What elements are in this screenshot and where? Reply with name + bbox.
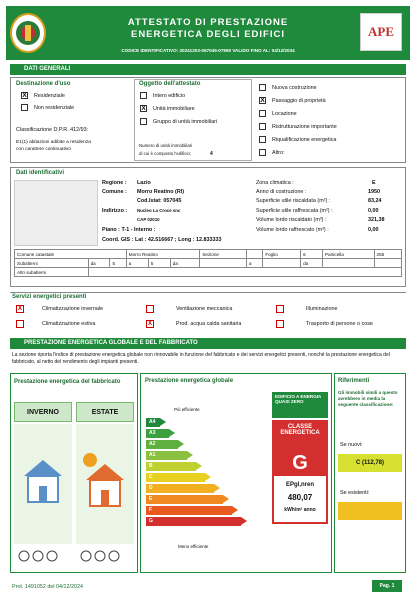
regione-label: Regione : xyxy=(102,180,127,186)
servizi-title: Servizi energetici presenti xyxy=(12,294,87,300)
foglio-label: Foglio xyxy=(263,250,301,259)
dati-identificativi-title: Dati identificativi xyxy=(16,170,65,176)
clim-estiva-label: Climatizzazione estiva xyxy=(42,321,96,327)
non-residenziale-label: Non residenziale xyxy=(34,105,75,111)
sub-da-value: 5 xyxy=(110,259,126,268)
zona-value: E xyxy=(372,180,376,186)
unita-immobiliare-checkbox[interactable]: X xyxy=(141,105,146,112)
sup-risc-value: 83,24 xyxy=(368,198,382,204)
piano-value: Piano : T-1 - Interno : xyxy=(102,227,156,233)
energy-class-a3: A3 xyxy=(146,429,169,438)
sup-raff-label: Superficie utile raffrescata (m²) : xyxy=(256,208,333,214)
section-dati-generali: DATI GENERALI xyxy=(10,64,406,75)
non-residenziale-checkbox[interactable] xyxy=(21,104,28,111)
se-esistenti-label: Se esistenti: xyxy=(340,490,370,496)
locazione-label: Locazione xyxy=(272,111,297,117)
anno-value: 1950 xyxy=(368,189,380,195)
classificazione-label: Classificazione D.P.R. 412/93: xyxy=(16,127,89,133)
intero-edificio-label: Intero edificio xyxy=(153,93,186,99)
energy-class-b: B xyxy=(146,462,196,471)
illuminazione-label: Illuminazione xyxy=(306,306,338,312)
ventilazione-checkbox[interactable] xyxy=(146,305,154,313)
section-prestazione: PRESTAZIONE ENERGETICA GLOBALE E DEL FABBRICATO xyxy=(10,338,406,349)
protocollo: Prot. 1491052 del 04/12/2024 xyxy=(12,584,84,590)
energy-class-f: F xyxy=(146,506,232,515)
prestazione-description: La sezione riporta l'indice di prestazione energetica globale non rinnovabile in funzione del fabbricato e dei servizi energetici presenti, nonché la prestazione energetica del fabbricato, al netto del rendimento degli impianti presenti. xyxy=(12,352,390,365)
ape-logo-icon: APE xyxy=(360,13,402,51)
globale-title: Prestazione energetica globale xyxy=(145,378,234,384)
unita-immobiliare-label: Unità immobiliare xyxy=(153,106,195,112)
acqua-calda-checkbox[interactable]: X xyxy=(147,321,152,327)
indirizzo-value: Nucleo La Croce snc xyxy=(137,208,181,213)
intero-edificio-checkbox[interactable] xyxy=(140,92,147,99)
altro-label: Altro: xyxy=(272,150,285,156)
ristrutturazione-label: Ristrutturazione importante xyxy=(272,124,337,130)
nuova-costruzione-checkbox[interactable] xyxy=(259,84,266,91)
energy-class-d: D xyxy=(146,484,214,493)
smiley-rating xyxy=(16,549,132,563)
subalterni-label: Subalterni xyxy=(15,259,89,268)
comune-label: Comune : xyxy=(102,189,127,195)
region-seal-icon xyxy=(10,13,46,53)
zona-label: Zona climatica : xyxy=(256,180,294,186)
inverno-house-icon xyxy=(14,424,72,544)
comune-catastale-value: Morro Reatino xyxy=(126,250,200,259)
title-line1: ATTESTATO DI PRESTAZIONE xyxy=(127,17,289,28)
epgl-label: EPgl,nren xyxy=(285,482,314,488)
ristrutturazione-checkbox[interactable] xyxy=(259,123,266,130)
da-label2: da xyxy=(170,259,200,268)
classe-box xyxy=(272,420,328,524)
riferimenti-title: Riferimenti xyxy=(338,378,370,384)
se-nuovi-label: Se nuovi: xyxy=(340,442,363,448)
page-number: Pag. 1 xyxy=(372,580,402,592)
classe-label: CLASSE ENERGETICA xyxy=(274,422,326,450)
clim-estiva-checkbox[interactable] xyxy=(16,320,24,328)
a-label2: a xyxy=(247,259,263,268)
cap-value: CAP 02010 xyxy=(137,217,160,222)
nuova-costruzione-label: Nuova costruzione xyxy=(272,85,317,91)
foglio-value: 6 xyxy=(301,250,323,259)
title-line2: ENERGETICA DEGLI EDIFICI xyxy=(130,29,286,40)
comune-value: Morro Reatino (RI) xyxy=(137,189,185,195)
numero-unita-value: 4 xyxy=(210,151,213,157)
particella-value: 255 xyxy=(374,250,401,259)
gruppo-unita-checkbox[interactable] xyxy=(140,118,147,125)
vol-raff-value: 0,00 xyxy=(368,227,379,233)
riferimenti-description: Gli immobili simili a questo avrebbero in media la seguente classificazione: xyxy=(338,390,398,407)
classe-value: G xyxy=(274,450,326,476)
energy-class-g: G xyxy=(146,517,241,526)
sup-raff-value: 0,00 xyxy=(368,208,379,214)
se-esistenti-value xyxy=(338,502,402,520)
numero-unita-label1: Numero di unità immobiliari xyxy=(139,143,193,148)
epgl-unit: kWh/m² anno xyxy=(284,507,316,513)
vol-risc-label: Volume lordo riscaldato (m³) : xyxy=(256,217,327,223)
estate-house-icon xyxy=(76,424,134,544)
epgl-value: 480,07 xyxy=(287,493,313,502)
anno-label: Anno di costruzione : xyxy=(256,189,307,195)
energy-class-a2: A2 xyxy=(146,440,178,449)
a-label: a xyxy=(126,259,148,268)
energy-class-e: E xyxy=(146,495,223,504)
inverno-label: INVERNO xyxy=(14,402,72,422)
vol-risc-value: 321,38 xyxy=(368,217,385,223)
coord-gis: Coord. GIS : Lat : 42.516667 ; Long : 12.833333 xyxy=(102,237,222,243)
meno-efficiente-label: Meno efficiente xyxy=(178,544,209,549)
header-banner xyxy=(6,6,410,60)
sub-a-value: 5 xyxy=(148,259,170,268)
passaggio-proprieta-checkbox[interactable]: X xyxy=(260,97,265,104)
fabbricato-title: Prestazione energetica del fabbricato xyxy=(14,379,121,385)
illuminazione-checkbox[interactable] xyxy=(276,305,284,313)
catasto-table xyxy=(14,249,402,277)
clim-invernale-label: Climatizzazione invernale xyxy=(42,306,104,312)
da-label: da xyxy=(88,259,110,268)
altro-checkbox[interactable] xyxy=(259,149,266,156)
numero-unita-label2: di cui è composto l'edificio: xyxy=(139,151,192,156)
sezione-label: Sezione xyxy=(200,250,247,259)
se-nuovi-value: C (112,78) xyxy=(338,454,402,472)
riqualificazione-checkbox[interactable] xyxy=(259,136,266,143)
trasporto-label: Trasporto di persone o cose xyxy=(306,321,373,327)
piu-efficiente-label: Più efficiente xyxy=(174,407,200,412)
comune-catastale-label: Comune catastale xyxy=(15,250,127,259)
energy-class-a1: A1 xyxy=(146,451,187,460)
map-thumbnail xyxy=(14,180,98,246)
codice-identificativo: CODICE IDENTIFICATIVO: 20241203-057045-07960 VALIDO FINO AL: 04/12/2034 xyxy=(121,48,295,53)
gruppo-unita-label: Gruppo di unità immobiliari xyxy=(153,119,218,125)
indirizzo-label: Indirizzo : xyxy=(102,208,128,214)
classificazione-value2: con carattere continuativo xyxy=(16,147,71,152)
classificazione-value1: E1(1) abitazioni adibite a residenza xyxy=(16,140,91,145)
nzeb-label: EDIFICIO A ENERGIA QUASI ZERO xyxy=(275,394,322,404)
trasporto-checkbox[interactable] xyxy=(276,320,284,328)
residenziale-label: Residenziale xyxy=(34,93,65,99)
locazione-checkbox[interactable] xyxy=(259,110,266,117)
riqualificazione-label: Riqualificazione energetica xyxy=(272,137,337,143)
cod-istat: Cod.Istat: 057045 xyxy=(137,198,182,204)
residenziale-checkbox[interactable]: X xyxy=(22,92,27,99)
ventilazione-label: Ventilazione meccanica xyxy=(176,306,233,312)
passaggio-proprieta-label: Passaggio di proprietà xyxy=(272,98,326,104)
oggetto-title: Oggetto dell'attestato xyxy=(139,81,201,87)
vol-raff-label: Volume lordo raffrescato (m³) : xyxy=(256,227,329,233)
acqua-calda-label: Prod. acqua calda sanitaria xyxy=(176,321,242,327)
nzeb-box xyxy=(272,392,328,418)
particella-label: Particella xyxy=(322,250,374,259)
energy-class-a4: A4 xyxy=(146,418,160,427)
sup-risc-label: Superficie utile riscaldata (m²) : xyxy=(256,198,331,204)
da-label3: da xyxy=(301,259,323,268)
energy-class-c: C xyxy=(146,473,205,482)
regione-value: Lazio xyxy=(137,180,151,186)
estate-label: ESTATE xyxy=(76,402,134,422)
clim-invernale-checkbox[interactable]: X xyxy=(17,306,22,312)
altri-subalterni-label: Altri subalterni xyxy=(15,268,89,277)
destinazione-title: Destinazione d'uso xyxy=(16,81,71,87)
